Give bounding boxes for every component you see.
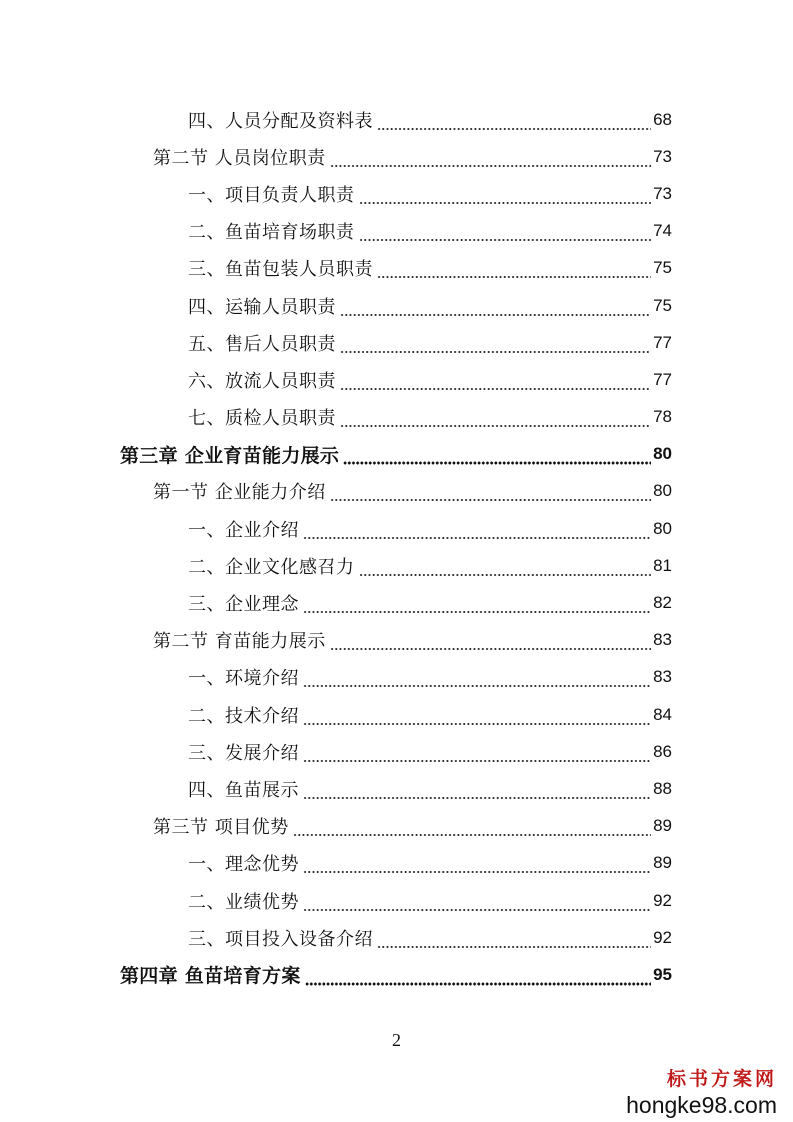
toc-entry-page: 89: [653, 816, 672, 836]
toc-entry-title: 第三节 项目优势: [153, 817, 289, 839]
toc-entry-page: 74: [653, 221, 672, 241]
toc-entry-chapter[interactable]: [0, 436, 793, 473]
toc-entry-page: 83: [653, 667, 672, 687]
page-number: 2: [392, 1030, 401, 1050]
toc-entry-title: 第三章 企业育苗能力展示: [120, 444, 340, 467]
toc-dot-leader: [359, 559, 652, 577]
toc-dot-leader: [340, 336, 651, 354]
toc-entry-title: 四、人员分配及资料表: [188, 110, 373, 132]
toc-entry-item[interactable]: [0, 324, 793, 361]
toc-entry-title: 三、鱼苗包装人员职责: [188, 259, 373, 281]
toc-entry-page: 86: [653, 741, 672, 761]
toc-entry-page: 78: [653, 407, 672, 427]
toc-dot-leader: [340, 410, 651, 428]
toc-entry-page: 77: [653, 332, 672, 352]
toc-entry-item[interactable]: [0, 361, 793, 398]
toc-dot-leader: [303, 522, 651, 540]
toc-entry-title: 五、售后人员职责: [188, 333, 336, 355]
watermark-url: hongke98.com: [626, 1092, 777, 1118]
watermark: [626, 1068, 777, 1118]
toc-entry-title: 一、企业介绍: [188, 519, 299, 541]
toc-dot-leader: [330, 633, 651, 651]
toc-dot-leader: [303, 745, 651, 763]
toc-entry-title: 二、技术介绍: [188, 705, 299, 727]
toc-entry-item[interactable]: [0, 547, 793, 584]
toc-entry-page: 80: [653, 444, 672, 464]
toc-dot-leader: [377, 261, 651, 279]
toc-entry-title: 第一节 企业能力介绍: [153, 482, 326, 504]
toc-dot-leader: [330, 484, 651, 502]
toc-dot-leader: [343, 447, 651, 465]
toc-entry-item[interactable]: [0, 659, 793, 696]
toc-dot-leader: [303, 894, 651, 912]
toc-entry-item[interactable]: [0, 919, 793, 956]
toc-entry-item[interactable]: [0, 250, 793, 287]
toc-entry-item[interactable]: [0, 733, 793, 770]
toc-entry-title: 第二节 人员岗位职责: [153, 147, 326, 169]
toc-entry-item[interactable]: [0, 882, 793, 919]
toc-entry-page: 82: [653, 593, 672, 613]
toc-entry-title: 一、项目负责人职责: [188, 184, 355, 206]
toc-dot-leader: [303, 596, 651, 614]
toc-entry-title: 六、放流人员职责: [188, 370, 336, 392]
toc-entry-page: 73: [653, 146, 672, 166]
toc-entry-title: 四、鱼苗展示: [188, 779, 299, 801]
toc-dot-leader: [340, 299, 651, 317]
toc-entry-item[interactable]: [0, 287, 793, 324]
toc-entry-section[interactable]: [0, 473, 793, 510]
toc-entry-title: 三、企业理念: [188, 594, 299, 616]
watermark-name: 标书方案网: [666, 1068, 777, 1090]
toc-entry-title: 七、质检人员职责: [188, 408, 336, 430]
toc-dot-leader: [377, 931, 651, 949]
toc-entry-page: 92: [653, 890, 672, 910]
toc-entry-item[interactable]: [0, 175, 793, 212]
toc-entry-title: 第四章 鱼苗培育方案: [120, 965, 301, 988]
toc-entry-page: 95: [653, 964, 672, 984]
toc-entry-item[interactable]: [0, 510, 793, 547]
toc-entry-page: 81: [653, 555, 672, 575]
toc-entry-page: 89: [653, 853, 672, 873]
toc-entry-page: 92: [653, 927, 672, 947]
toc-entry-title: 三、发展介绍: [188, 742, 299, 764]
toc-dot-leader: [303, 856, 651, 874]
toc-dot-leader: [305, 968, 651, 986]
toc-entry-page: 84: [653, 704, 672, 724]
toc-entry-item[interactable]: [0, 213, 793, 250]
toc-entry-page: 68: [653, 109, 672, 129]
toc-entry-chapter[interactable]: [0, 956, 793, 993]
toc-dot-leader: [340, 373, 651, 391]
toc-entry-page: 88: [653, 778, 672, 798]
toc-entry-title: 四、运输人员职责: [188, 296, 336, 318]
toc-entry-page: 75: [653, 295, 672, 315]
toc-entry-page: 77: [653, 369, 672, 389]
toc-entry-page: 83: [653, 630, 672, 650]
toc-dot-leader: [377, 113, 651, 131]
toc-dot-leader: [303, 708, 651, 726]
toc-dot-leader: [293, 819, 651, 837]
toc-entry-item[interactable]: [0, 101, 793, 138]
toc-entry-title: 二、鱼苗培育场职责: [188, 222, 355, 244]
toc-dot-leader: [359, 224, 652, 242]
toc-entry-item[interactable]: [0, 770, 793, 807]
toc-entry-title: 三、项目投入设备介绍: [188, 928, 373, 950]
toc-dot-leader: [303, 670, 651, 688]
toc-dot-leader: [359, 187, 652, 205]
toc-entry-item[interactable]: [0, 584, 793, 621]
toc-entry-title: 一、环境介绍: [188, 668, 299, 690]
toc-entry-section[interactable]: [0, 138, 793, 175]
toc-entry-title: 一、理念优势: [188, 854, 299, 876]
toc-entry-item[interactable]: [0, 399, 793, 436]
table-of-contents: [0, 101, 793, 994]
toc-entry-section[interactable]: [0, 622, 793, 659]
toc-entry-page: 80: [653, 481, 672, 501]
toc-entry-item[interactable]: [0, 696, 793, 733]
toc-dot-leader: [330, 150, 651, 168]
toc-entry-page: 80: [653, 518, 672, 538]
toc-entry-section[interactable]: [0, 808, 793, 845]
toc-entry-page: 75: [653, 258, 672, 278]
toc-entry-title: 二、业绩优势: [188, 891, 299, 913]
toc-dot-leader: [303, 782, 651, 800]
toc-entry-item[interactable]: [0, 845, 793, 882]
toc-entry-title: 二、企业文化感召力: [188, 556, 355, 578]
toc-entry-title: 第二节 育苗能力展示: [153, 631, 326, 653]
toc-entry-page: 73: [653, 183, 672, 203]
